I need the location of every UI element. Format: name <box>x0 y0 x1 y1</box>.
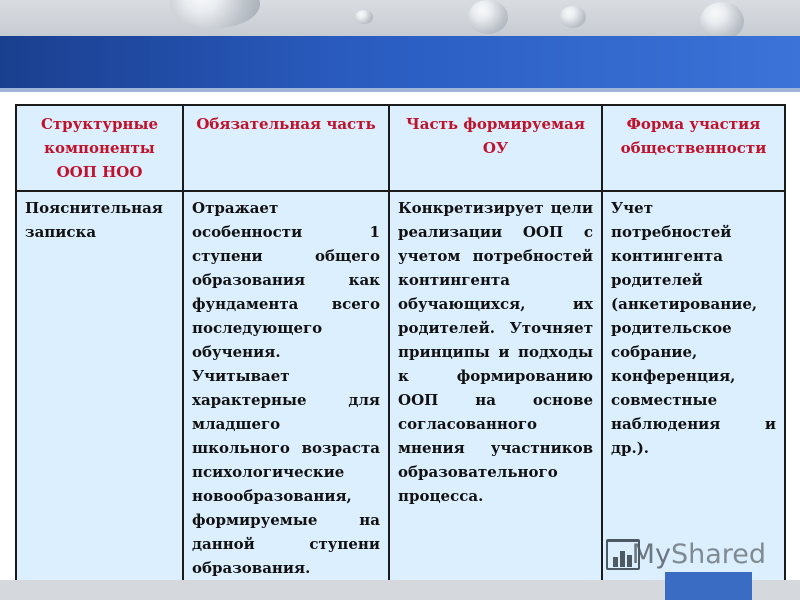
column-header-school-part: Часть формируемая ОУ <box>389 105 602 191</box>
water-droplet-decoration <box>560 6 586 28</box>
water-droplet-decoration <box>468 0 508 34</box>
table-cell-public-participation: Учет потребностей контингента родителей (анкетирование, родительское собрание, конференция, совместные наблюдения и др.). <box>602 191 785 585</box>
table-header-row <box>16 105 785 191</box>
footer-accent-block <box>665 572 752 600</box>
water-droplet-decoration <box>355 10 373 24</box>
table-cell-school-part: Конкретизирует цели реализации ООП с учетом потребностей контингента обучающихся, их родителей. Уточняет принципы и подходы к формированию ООП на основе согласованного мнения участников образовательного процесса. <box>389 191 602 585</box>
column-header-public-participation: Форма участия общественности <box>602 105 785 191</box>
watermark-brand-part1: My <box>631 538 671 570</box>
water-droplet-decoration <box>700 2 744 40</box>
column-header-mandatory: Обязательная часть <box>183 105 389 191</box>
table-cell-component: Пояснительная записка <box>16 191 183 585</box>
band-divider <box>0 88 800 92</box>
watermark-brand-part2: Shared <box>670 538 766 570</box>
components-table <box>15 104 786 586</box>
water-droplet-decoration <box>170 0 260 28</box>
title-band <box>0 36 800 88</box>
presentation-chart-icon <box>606 539 626 569</box>
column-header-components: Структурные компоненты ООП НОО <box>16 105 183 191</box>
table-cell-mandatory: Отражает особенности 1 ступени общего образования как фундамента всего последующего обучения. Учитывает характерные для младшего школьного возраста психологические новообразования, формируемые на данной ступени образования. <box>183 191 389 585</box>
myshared-watermark <box>606 536 766 572</box>
watermark-text <box>632 539 766 570</box>
table-row <box>16 191 785 585</box>
